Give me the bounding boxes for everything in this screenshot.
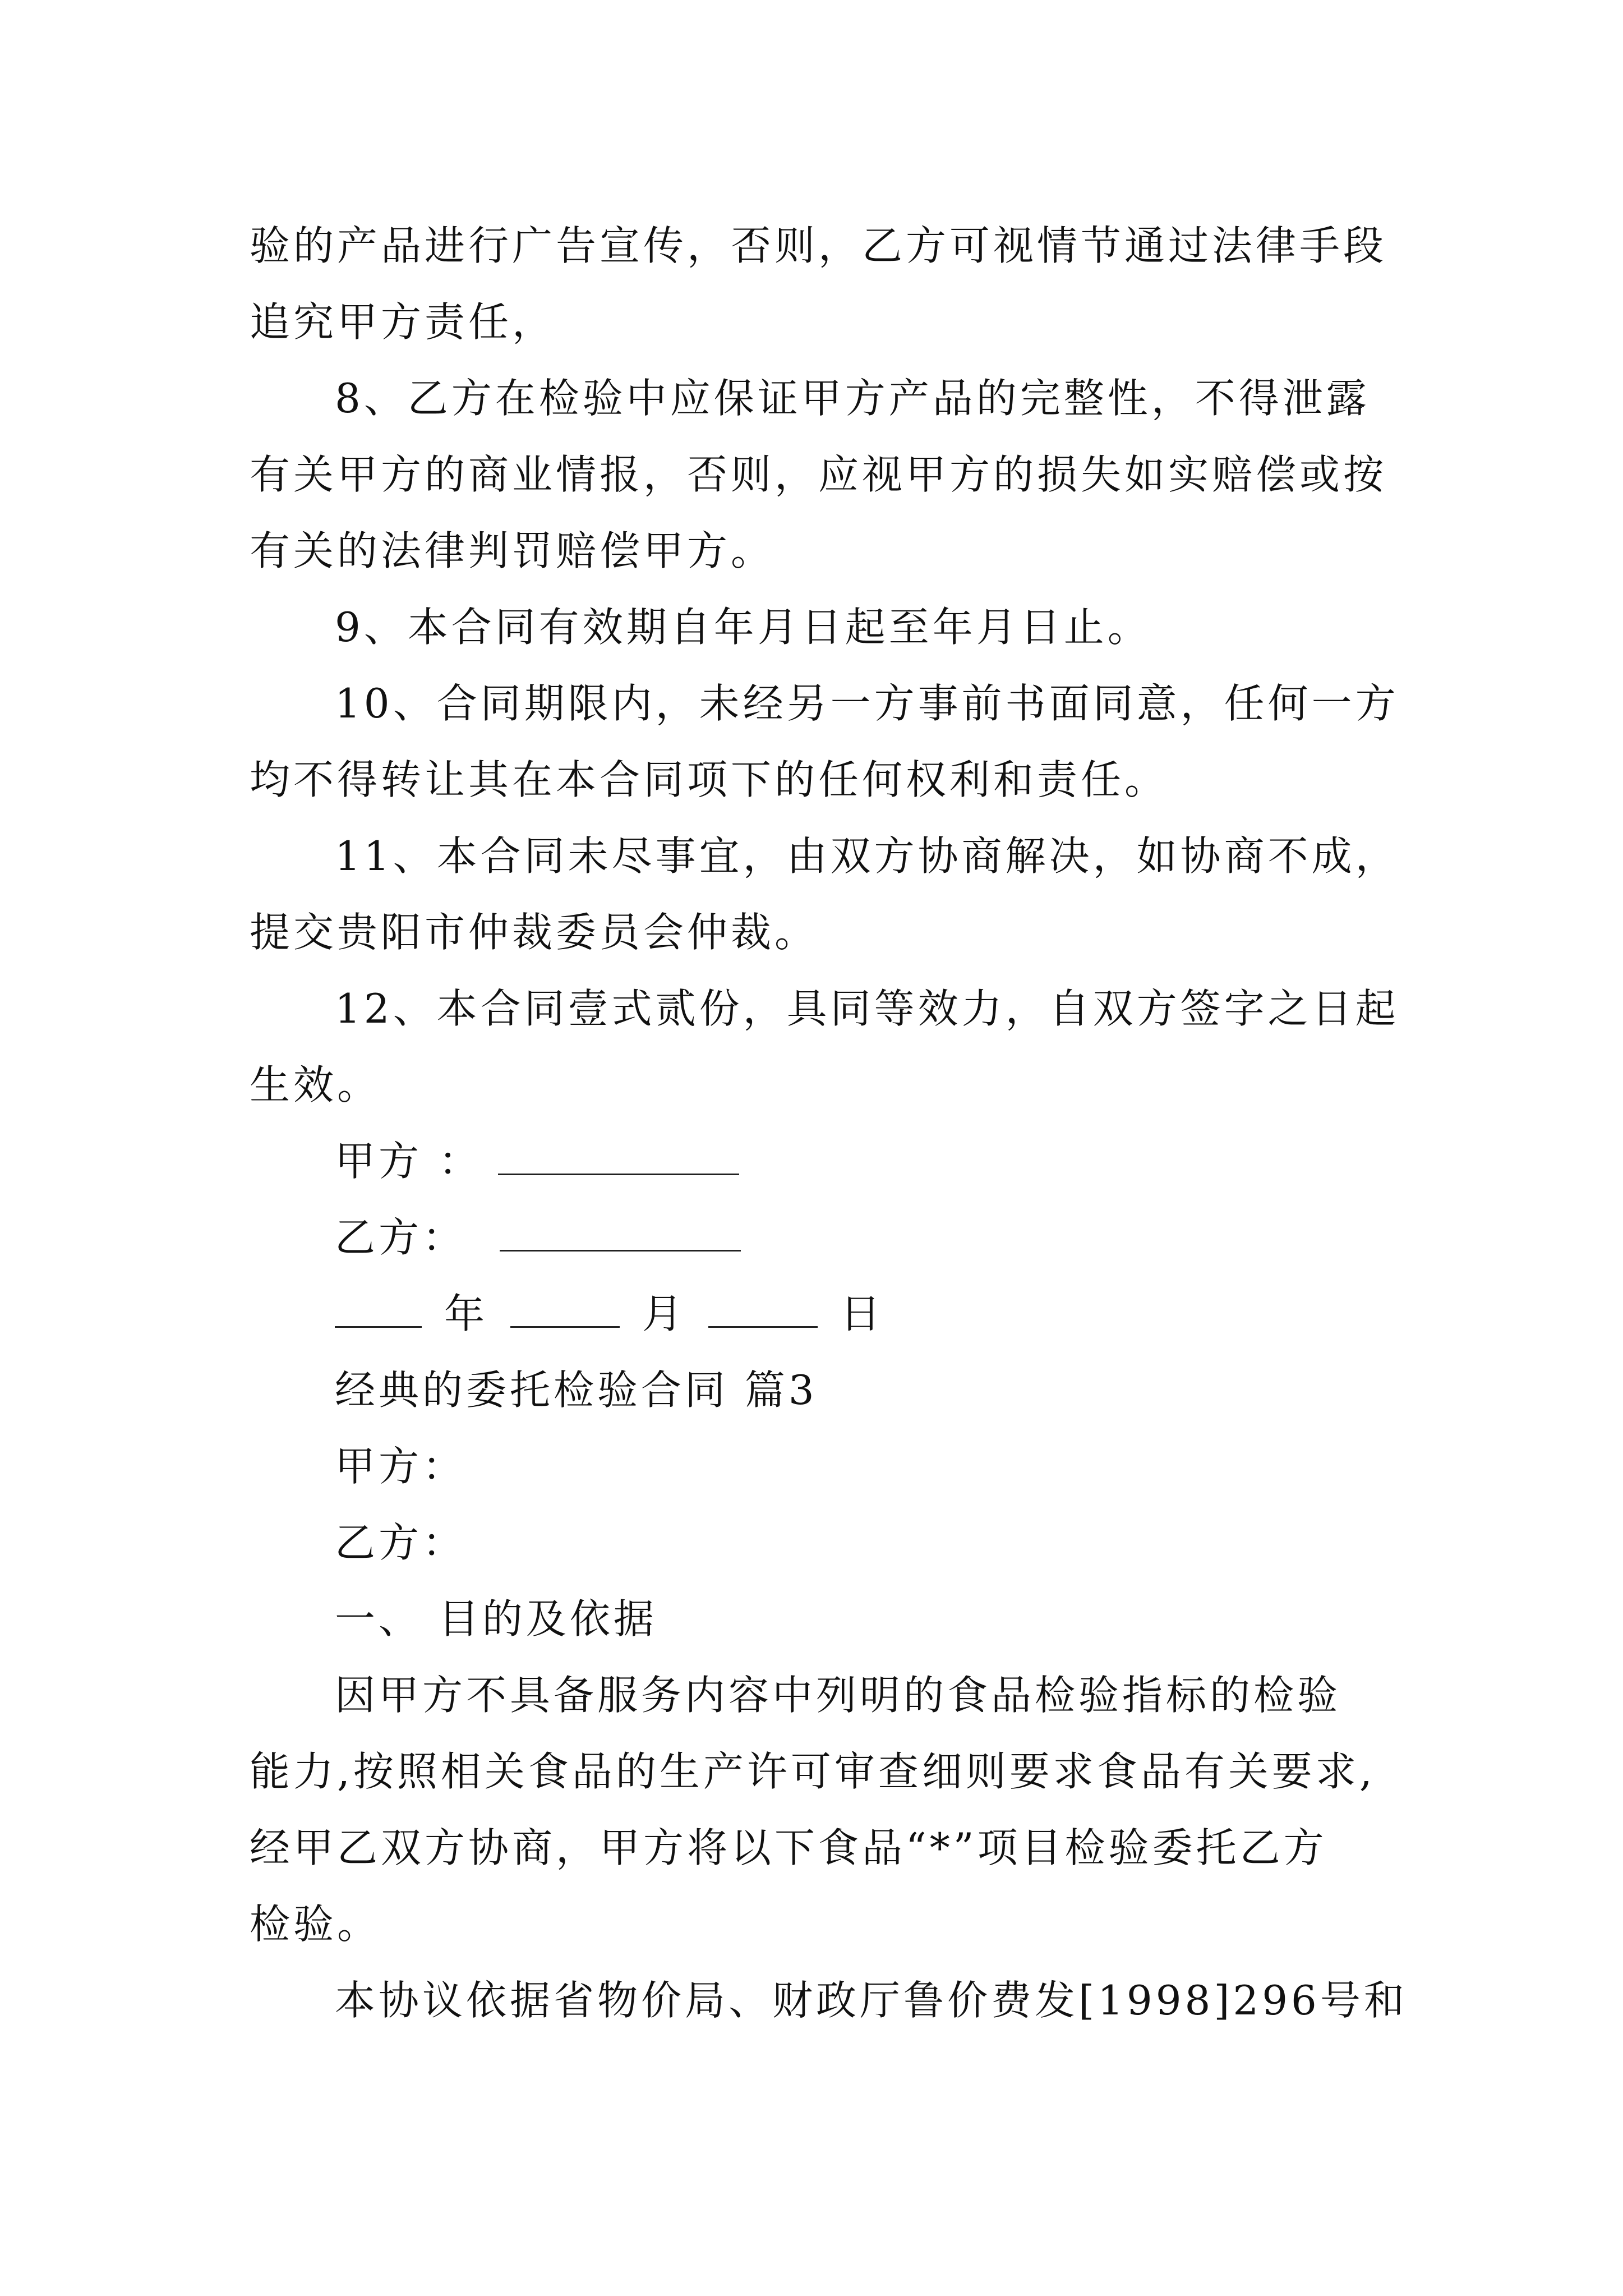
- purpose-line: 经甲乙双方协商，甲方将以下食品“*”项目检验委托乙方: [250, 1824, 1327, 1871]
- month-label: 月: [642, 1290, 686, 1337]
- clause-8-line: 有关甲方的商业情报，否则，应视甲方的损失如实赔偿或按: [250, 451, 1387, 498]
- party-a-signature: [250, 1123, 1388, 1199]
- purpose-line: 能力,按照相关食品的生产许可审查细则要求食品有关要求,: [250, 1748, 1376, 1795]
- party-a-label: 甲方 ：: [335, 1138, 482, 1185]
- day-label: 日: [840, 1290, 884, 1337]
- section-title: 经典的委托检验合同 篇3: [335, 1366, 818, 1414]
- basis-line: 本协议依据省物价局、财政厅鲁价费发[1998]296号和: [335, 1977, 1408, 2024]
- party-b-signature: [250, 1199, 1388, 1276]
- paragraph-line: 追究甲方责任，: [250, 298, 556, 346]
- purpose-line: 因甲方不具备服务内容中列明的食品检验指标的检验: [335, 1672, 1341, 1719]
- date-line: [250, 1276, 1388, 1352]
- clause-10-line: 10、合同期限内，未经另一方事前书面同意，任何一方: [335, 680, 1399, 727]
- month-blank: [510, 1292, 620, 1328]
- section-party-a: 甲方：: [335, 1443, 467, 1490]
- party-b-label: 乙方：: [335, 1214, 467, 1261]
- clause-12-line: 生效。: [250, 1061, 381, 1108]
- clause-12-line: 12、本合同壹式贰份，具同等效力，自双方签字之日起: [335, 985, 1399, 1032]
- day-blank: [708, 1292, 818, 1328]
- clause-11-line: 提交贵阳市仲裁委员会仲裁。: [250, 909, 819, 956]
- document-page: [250, 208, 1408, 2039]
- clause-8-line: 8、乙方在检验中应保证甲方产品的完整性，不得泄露: [335, 375, 1370, 422]
- year-label: 年: [444, 1290, 488, 1337]
- clause-8-line: 有关的法律判罚赔偿甲方。: [250, 527, 775, 574]
- clause-11-line: 11、本合同未尽事宜，由双方协商解决，如协商不成，: [335, 832, 1399, 880]
- clause-9: 9、本合同有效期自年月日起至年月日止。: [335, 604, 1151, 651]
- paragraph-line: 验的产品进行广告宣传，否则，乙方可视情节通过法律手段: [250, 222, 1387, 269]
- party-a-blank: [498, 1140, 739, 1175]
- section-party-b: 乙方：: [335, 1519, 467, 1566]
- clause-10-line: 均不得转让其在本合同项下的任何权利和责任。: [250, 756, 1169, 803]
- purpose-line: 检验。: [250, 1901, 381, 1948]
- party-b-blank: [500, 1216, 741, 1251]
- year-blank: [335, 1292, 422, 1328]
- section-heading: 一、 目的及依据: [335, 1595, 657, 1642]
